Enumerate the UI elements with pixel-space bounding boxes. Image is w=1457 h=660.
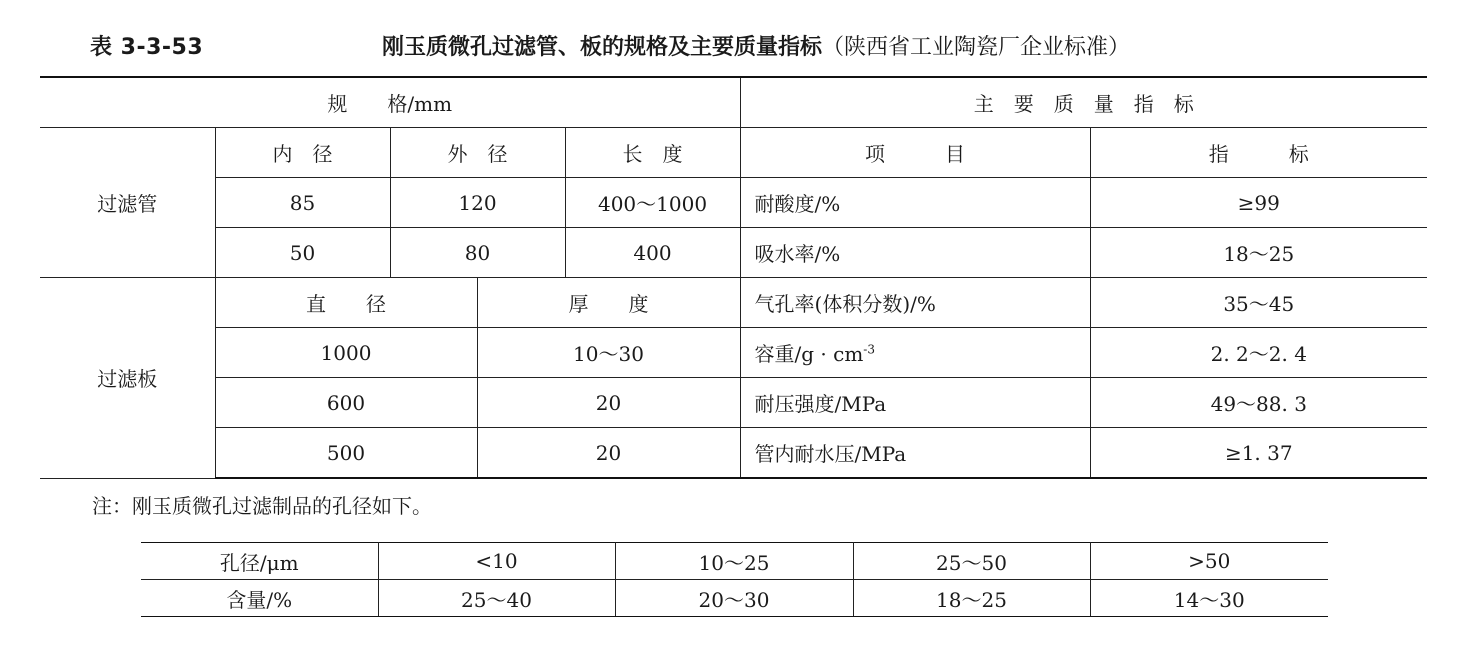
plate-diameter: 600 [215, 378, 477, 428]
title-text: 刚玉质微孔过滤管、板的规格及主要质量指标 [382, 35, 823, 60]
quality-item-superscript: -3 [863, 342, 875, 357]
table-row [40, 428, 1427, 479]
quality-item: 耐酸度/% [740, 178, 1090, 228]
pore-size-label: 孔径/μm [141, 543, 378, 580]
table-row [40, 178, 1427, 228]
tube-inner-diameter: 50 [215, 228, 390, 278]
quality-value: 35～45 [1090, 278, 1427, 328]
pore-size-row [141, 543, 1328, 580]
tube-label: 过滤管 [40, 128, 215, 278]
quality-value: 2. 2～2. 4 [1090, 328, 1427, 378]
tube-outer-diameter: 120 [390, 178, 565, 228]
tube-outer-diameter: 80 [390, 228, 565, 278]
tube-inner-diameter: 85 [215, 178, 390, 228]
quality-value: ≥1. 37 [1090, 428, 1427, 479]
plate-diameter: 1000 [215, 328, 477, 378]
plate-subheader-row [40, 278, 1427, 328]
table-row [40, 328, 1427, 378]
tube-length: 400～1000 [565, 178, 740, 228]
tube-col-inner-diameter: 内 径 [215, 128, 390, 178]
plate-thickness: 10～30 [477, 328, 740, 378]
pore-content-row [141, 580, 1328, 617]
pore-size-value: <10 [378, 543, 615, 580]
pore-size-value: 10～25 [615, 543, 853, 580]
table-number: 表 3-3-53 [90, 35, 204, 60]
plate-diameter: 500 [215, 428, 477, 479]
pore-size-table [141, 542, 1328, 617]
plate-thickness: 20 [477, 378, 740, 428]
quality-item: 管内耐水压/MPa [740, 428, 1090, 479]
table-title [382, 30, 1130, 61]
plate-thickness: 20 [477, 428, 740, 479]
plate-col-diameter: 直 径 [215, 278, 477, 328]
quality-value: 18～25 [1090, 228, 1427, 278]
spec-header: 规 格/mm [40, 77, 740, 128]
index-header: 指 标 [1090, 128, 1427, 178]
quality-item: 吸水率/% [740, 228, 1090, 278]
title-row [40, 30, 1426, 70]
quality-item: 耐压强度/MPa [740, 378, 1090, 428]
pore-content-value: 20～30 [615, 580, 853, 617]
quality-item-text: 容重/g · cm [754, 342, 864, 366]
quality-value: ≥99 [1090, 178, 1427, 228]
pore-content-value: 14～30 [1090, 580, 1328, 617]
tube-subheader-row [40, 128, 1427, 178]
item-header: 项 目 [740, 128, 1090, 178]
pore-size-value: >50 [1090, 543, 1328, 580]
title-org: （陕西省工业陶瓷厂企业标准） [822, 35, 1131, 60]
pore-size-value: 25～50 [853, 543, 1090, 580]
quality-item [740, 328, 1090, 378]
tube-col-length: 长 度 [565, 128, 740, 178]
quality-value: 49～88. 3 [1090, 378, 1427, 428]
quality-item: 气孔率(体积分数)/% [740, 278, 1090, 328]
pore-content-label: 含量/% [141, 580, 378, 617]
spec-quality-table [40, 76, 1427, 479]
tube-length: 400 [565, 228, 740, 278]
pore-content-value: 25～40 [378, 580, 615, 617]
table-row [40, 228, 1427, 278]
plate-col-thickness: 厚 度 [477, 278, 740, 328]
header-row [40, 77, 1427, 128]
pore-content-value: 18～25 [853, 580, 1090, 617]
quality-header: 主 要 质 量 指 标 [740, 77, 1427, 128]
table-row [40, 378, 1427, 428]
plate-label: 过滤板 [40, 278, 215, 479]
note-text: 注：刚玉质微孔过滤制品的孔径如下。 [92, 494, 432, 518]
tube-col-outer-diameter: 外 径 [390, 128, 565, 178]
